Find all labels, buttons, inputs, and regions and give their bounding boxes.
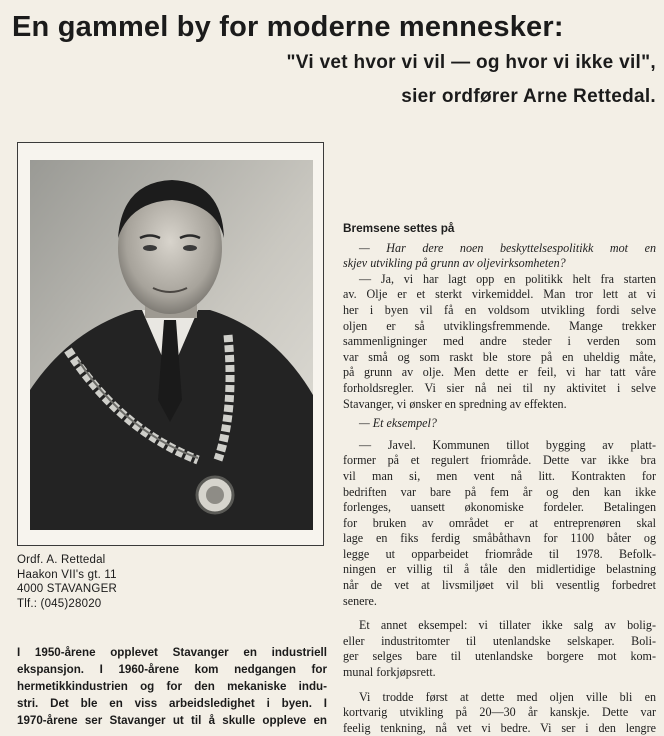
answer-line: når de vet at livsmiljøet vil bli vesentlig forbedret [343,578,656,593]
answer-line: forholdsregler. Vi sier nå nei til ny aktivitet i selve [343,380,656,395]
photo-caption-contact [17,553,277,611]
intro-line: ekspansjon. I 1960-årene kom nedgangen for [17,663,327,676]
body-line: eller industritomter til utenlandske selskaper. Boli- [343,633,656,648]
article-subheadline-quote: "Vi vet hvor vi vil — og hvor vi ikke vil", [286,52,656,73]
body-line: Et annet eksempel: vi tillater ikke salg av bolig- [359,618,656,633]
caption-line: Haakon VII's gt. 11 [17,568,117,581]
caption-line: Tlf.: (045)28020 [17,597,102,610]
answer-line: var små og som raskt ble store på en uheldig måte, [343,349,656,364]
answer-line: forlenges, uansett økonomiske fordeler. Betalingen [343,500,656,515]
intro-line: hermetikkindustrien og for den mekaniske indu- [17,680,327,693]
answer-line: legge ut opparbeidet friområde til 1978. Befolk- [343,546,656,561]
caption-line: 4000 STAVANGER [17,583,117,595]
body-line: kortvarig utvikling på 20—30 år kanskje. Dette var [343,705,656,720]
article-headline: En gammel by for moderne mennesker: [12,11,564,43]
answer-line: for bruken av området er at entreprenøren skal [343,515,656,530]
body-line: Vi trodde først at dette med oljen ville bli en [359,689,656,704]
answer-line: sammenligninger med andre steder i verden som [343,334,656,349]
intro-line: 1970-årene ser Stavanger ut til å skulle oppleve en [17,714,327,727]
answer-line: vil man si, men vent nå litt. Kontrakten for [343,468,656,483]
intro-paragraph [17,644,327,729]
body-line: ger selges bare til utenlandske borgere mot kom- [343,649,656,664]
answer-line: her i byen vil få en voldsom utvikling fordi selve [343,302,656,317]
interview-question: skjev utvikling på grunn av oljevirksomheten? [343,256,566,271]
interview-question: — Et eksempel? [359,416,437,431]
section-heading: Bremsene settes på [343,221,455,235]
body-line: feelig tenkning, nå vet vi bedre. Vi ser i den lengre [343,720,656,735]
answer-line: former på et regulert friområde. Dette var ikke bra [343,453,656,468]
answer-line: — Javel. Kommunen tillot bygging av platt- [359,437,656,452]
mayor-portrait-photo [30,160,313,530]
intro-line: stri. Det ble en viss arbeidsledighet i byen. I [17,697,327,710]
answer-line: lage en fiks ferdig småbåthavn for 1100 båter og [343,531,656,546]
interview-column [343,221,656,736]
answer-line: ningen er villig til å tåle den midlertidige belastning [343,562,656,577]
answer-line: — Ja, vi har lagt opp en politikk helt fra starten [359,271,656,286]
caption-line: Ordf. A. Rettedal [17,554,106,566]
answer-line: senere. [343,593,377,608]
answer-line: på grunn av olje. Men dette er feil, vi har tatt våre [343,365,656,380]
article-subheadline-attribution: sier ordfører Arne Rettedal. [401,86,656,107]
portrait-photo-frame [17,142,324,546]
answer-line: oljen er så utviklingsfremmende. Mange trekker [343,318,656,333]
answer-line: Stavanger, vi ønsker en spredning av effekten. [343,396,567,411]
answer-line: bedriften var bare på fem år og den kan ikke [343,484,656,499]
intro-line: I 1950-årene opplevet Stavanger en industriell [17,646,327,659]
body-line: munal forkjøpsrett. [343,665,436,680]
answer-line: av. Olje er et sterkt virkemiddel. Man tror lett at vi [343,287,656,302]
interview-question: — Har dere noen beskyttelsespolitikk mot en [359,240,656,255]
